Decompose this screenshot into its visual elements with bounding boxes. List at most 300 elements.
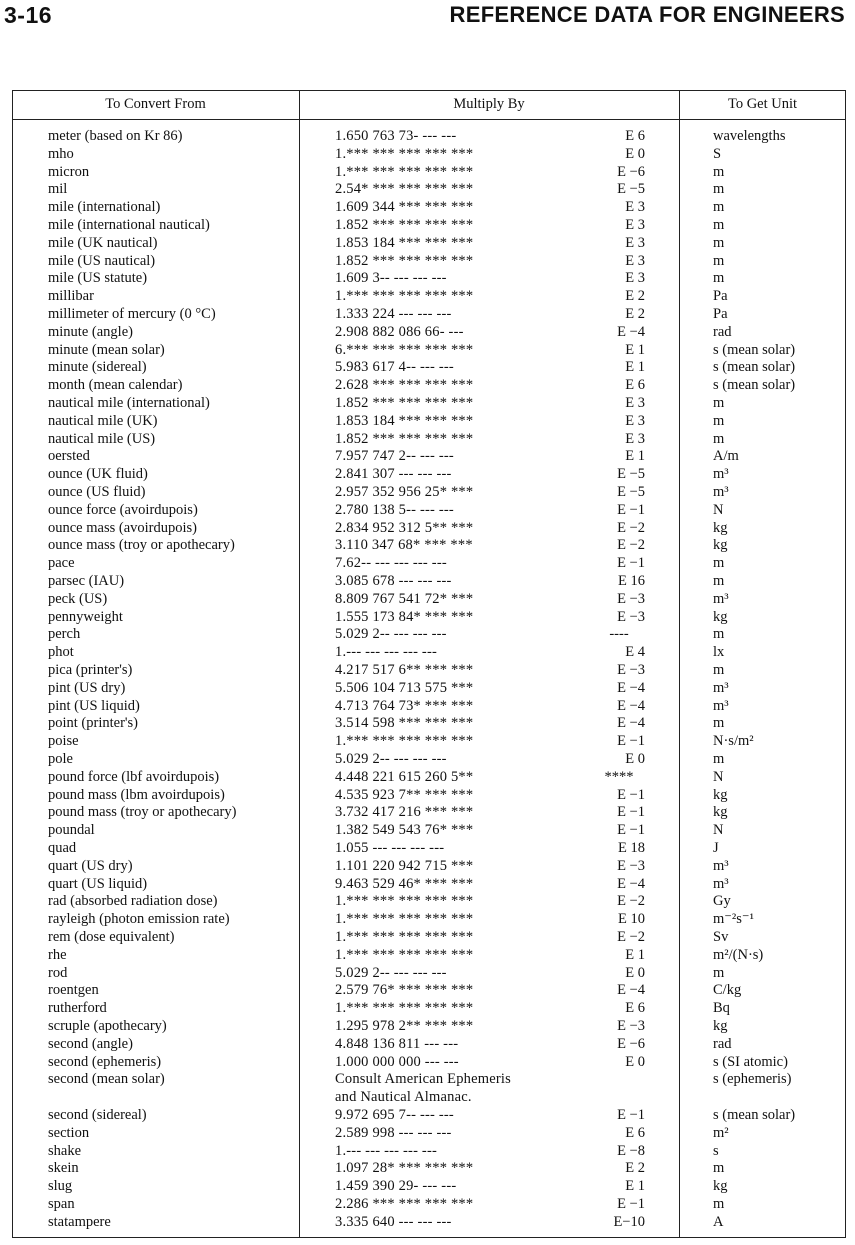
unit-name: minute (sidereal) [48, 359, 147, 376]
exponent: E 6 [625, 1124, 645, 1141]
table-row [0, 697, 855, 715]
table-row [0, 803, 855, 821]
unit-name: roentgen [48, 982, 99, 999]
unit-name: poundal [48, 822, 95, 839]
unit-name: nautical mile (international) [48, 395, 210, 411]
table-row [0, 1070, 855, 1088]
table-row [0, 608, 855, 626]
multiplier: 7.957 747 2-- --- --- [335, 448, 454, 465]
table-row [0, 857, 855, 875]
table-row [0, 892, 855, 910]
unit-name: quart (US dry) [48, 857, 133, 874]
exponent: E −1 [617, 822, 645, 839]
table-row [0, 305, 855, 323]
table-row [0, 1106, 855, 1124]
exponent: E−10 [613, 1213, 645, 1230]
multiplier: 5.029 2-- --- --- --- [335, 751, 447, 767]
exponent: E 18 [618, 840, 645, 856]
multiplier: 5.506 104 713 575 *** [335, 679, 474, 696]
target-unit: kg [713, 804, 728, 821]
unit-name: parsec (IAU) [48, 573, 125, 589]
multiplier: 1.852 *** *** *** *** [335, 395, 474, 411]
exponent: E −8 [617, 1142, 645, 1159]
unit-name: month (mean calendar) [48, 377, 183, 394]
exponent: E −1 [617, 555, 645, 572]
table-row [0, 1124, 855, 1142]
exponent: E 3 [625, 412, 645, 429]
exponent: E 3 [625, 217, 645, 233]
multiplier: 1.*** *** *** *** *** [335, 1000, 474, 1017]
multiplier: 1.609 3-- --- --- --- [335, 270, 447, 287]
target-unit: Pa [713, 306, 728, 322]
multiplier: 1.*** *** *** *** *** [335, 893, 474, 910]
unit-name: pole [48, 751, 73, 767]
unit-name: scruple (apothecary) [48, 1018, 167, 1034]
exponent: E −4 [617, 697, 645, 714]
table-row [0, 875, 855, 893]
exponent: E 1 [625, 1178, 645, 1195]
exponent: E −3 [617, 590, 645, 607]
unit-name: pound mass (troy or apothecary) [48, 804, 237, 821]
unit-name: point (printer's) [48, 715, 138, 732]
multiplier: 4.848 136 811 --- --- [335, 1035, 459, 1052]
exponent: E −6 [617, 163, 645, 180]
table-row [0, 1213, 855, 1231]
target-unit: lx [713, 644, 725, 661]
unit-name: statampere [48, 1213, 111, 1230]
multiplier: 3.514 598 *** *** *** [335, 715, 474, 732]
multiplier: 1.852 *** *** *** *** [335, 252, 474, 269]
exponent: E 3 [625, 395, 645, 411]
exponent: E 0 [625, 1053, 645, 1070]
table-row [0, 625, 855, 643]
unit-name: pace [48, 555, 75, 572]
table-row [0, 163, 855, 181]
unit-name: quart (US liquid) [48, 875, 148, 892]
multiplier: 1.650 763 73- --- --- [335, 128, 457, 144]
unit-name: mile (US statute) [48, 270, 148, 287]
table-row [0, 483, 855, 501]
book-title: REFERENCE DATA FOR ENGINEERS [449, 2, 845, 27]
exponent: E −3 [617, 608, 645, 625]
multiplier: 5.983 617 4-- --- --- [335, 359, 454, 376]
target-unit: N [713, 822, 724, 839]
exponent: E 3 [625, 270, 645, 287]
table-row [0, 269, 855, 287]
table-row [0, 964, 855, 982]
unit-name: nautical mile (UK) [48, 412, 158, 429]
multiplier: 2.54* *** *** *** *** [335, 181, 474, 198]
unit-name: phot [48, 644, 74, 661]
multiplier: 4.448 221 615 260 5** [335, 768, 474, 785]
exponent: E −5 [617, 484, 645, 500]
unit-name: skein [48, 1160, 79, 1177]
multiplier: 1.852 *** *** *** *** [335, 217, 474, 233]
multiplier: 2.908 882 086 66- --- [335, 323, 464, 340]
table-row [0, 679, 855, 697]
target-unit: m [713, 573, 725, 589]
target-unit: A/m [713, 448, 739, 465]
unit-name: mile (international nautical) [48, 217, 210, 233]
target-unit: N [713, 501, 724, 518]
unit-name: quad [48, 840, 77, 856]
multiplier: 1.555 173 84* *** *** [335, 608, 474, 625]
exponent: E 3 [625, 234, 645, 251]
target-unit: kg [713, 1018, 728, 1034]
exponent: E 3 [625, 430, 645, 447]
target-unit: m³ [713, 484, 729, 500]
unit-name: rad (absorbed radiation dose) [48, 893, 218, 910]
exponent: E 3 [625, 199, 645, 216]
table-row [0, 910, 855, 928]
table-row [0, 661, 855, 679]
target-unit: s (mean solar) [713, 1107, 796, 1123]
exponent: E 1 [625, 341, 645, 358]
table-row [0, 287, 855, 305]
target-unit: rad [713, 1035, 732, 1052]
unit-name: pica (printer's) [48, 662, 133, 678]
exponent: **** [604, 768, 634, 785]
exponent: E −1 [617, 501, 645, 518]
table-row [0, 465, 855, 483]
table-row [0, 786, 855, 804]
multiplier: 3.085 678 --- --- --- [335, 573, 452, 589]
exponent: E 4 [625, 644, 645, 661]
exponent: E 6 [625, 128, 645, 144]
table-row [0, 341, 855, 359]
exponent: E 6 [625, 377, 645, 394]
unit-name: rem (dose equivalent) [48, 929, 175, 945]
multiplier: 5.029 2-- --- --- --- [335, 964, 447, 981]
unit-name: pint (US liquid) [48, 697, 140, 714]
multiplier: Consult American Ephemeris [335, 1071, 511, 1088]
table-row [0, 198, 855, 216]
exponent: E −3 [617, 1018, 645, 1034]
exponent: E −1 [617, 1107, 645, 1123]
table-row [0, 590, 855, 608]
exponent: E −6 [617, 1035, 645, 1052]
unit-name: rayleigh (photon emission rate) [48, 911, 230, 928]
multiplier: 4.217 517 6** *** *** [335, 662, 474, 678]
target-unit: N [713, 768, 724, 785]
unit-name: second (sidereal) [48, 1107, 147, 1123]
table-row [0, 1159, 855, 1177]
multiplier: 5.029 2-- --- --- --- [335, 626, 447, 643]
target-unit: m [713, 217, 725, 233]
unit-name: nautical mile (US) [48, 430, 156, 447]
column-header-from: To Convert From [105, 96, 206, 112]
target-unit: s (mean solar) [713, 377, 796, 394]
target-unit: m³ [713, 875, 729, 892]
target-unit: m [713, 1196, 725, 1212]
table-row [0, 145, 855, 163]
multiplier: 1.295 978 2** *** *** [335, 1018, 474, 1034]
unit-name: ounce force (avoirdupois) [48, 501, 198, 518]
multiplier: 9.972 695 7-- --- --- [335, 1107, 454, 1123]
table-row [0, 536, 855, 554]
table-row [0, 750, 855, 768]
multiplier: 2.834 952 312 5** *** [335, 519, 474, 536]
table-row [0, 430, 855, 448]
multiplier: 1.055 --- --- --- --- [335, 840, 445, 856]
exponent: E −4 [617, 323, 645, 340]
table-row [0, 999, 855, 1017]
unit-name: section [48, 1124, 90, 1141]
multiplier: 2.286 *** *** *** *** [335, 1196, 474, 1212]
multiplier: 1.853 184 *** *** *** [335, 234, 474, 251]
exponent: E 6 [625, 1000, 645, 1017]
unit-name: peck (US) [48, 590, 108, 607]
target-unit: m³ [713, 679, 729, 696]
multiplier: 1.853 184 *** *** *** [335, 412, 474, 429]
target-unit: wavelengths [713, 128, 786, 144]
target-unit: kg [713, 519, 728, 536]
multiplier: 4.535 923 7** *** *** [335, 786, 474, 803]
exponent: E 16 [618, 573, 645, 589]
target-unit: m [713, 626, 725, 643]
multiplier: 1.097 28* *** *** *** [335, 1160, 474, 1177]
exponent: E −4 [617, 715, 645, 732]
exponent: E −4 [617, 875, 645, 892]
multiplier: 1.000 000 000 --- --- [335, 1053, 459, 1070]
unit-name: second (mean solar) [48, 1071, 165, 1088]
target-unit: Sv [713, 929, 729, 945]
table-row [0, 234, 855, 252]
multiplier: 1.*** *** *** *** *** [335, 733, 474, 750]
table-row [0, 412, 855, 430]
exponent: E −1 [617, 1196, 645, 1212]
page-number: 3-16 [4, 2, 53, 28]
multiplier: 1.*** *** *** *** *** [335, 288, 474, 305]
unit-name: mile (international) [48, 199, 161, 216]
exponent: E 1 [625, 946, 645, 963]
multiplier: 1.--- --- --- --- --- [335, 644, 438, 661]
table-row [0, 1195, 855, 1213]
target-unit: kg [713, 786, 728, 803]
target-unit: m [713, 555, 725, 572]
multiplier: 1.333 224 --- --- --- [335, 306, 452, 322]
table-row [0, 501, 855, 519]
multiplier: and Nautical Almanac. [335, 1089, 472, 1106]
unit-name: mil [48, 181, 68, 198]
exponent: E 2 [625, 1160, 645, 1177]
unit-name: mile (UK nautical) [48, 234, 158, 251]
table-row [0, 376, 855, 394]
exponent: E 3 [625, 252, 645, 269]
unit-name: poise [48, 733, 79, 750]
target-unit: m [713, 662, 725, 678]
target-unit: m [713, 412, 725, 429]
multiplier: 1.101 220 942 715 *** [335, 857, 474, 874]
unit-name: pint (US dry) [48, 679, 126, 696]
table-row [0, 216, 855, 234]
exponent: ---- [609, 626, 629, 643]
table-row [0, 946, 855, 964]
unit-name: meter (based on Kr 86) [48, 128, 183, 144]
target-unit: m³ [713, 697, 729, 714]
target-unit: m [713, 395, 725, 411]
target-unit: m³ [713, 857, 729, 874]
exponent: E −1 [617, 804, 645, 821]
unit-name: millimeter of mercury (0 °C) [48, 306, 216, 322]
unit-name: second (ephemeris) [48, 1053, 162, 1070]
multiplier: 2.957 352 956 25* *** [335, 484, 474, 500]
multiplier: 1.--- --- --- --- --- [335, 1142, 438, 1159]
multiplier: 2.780 138 5-- --- --- [335, 501, 454, 518]
table-row [0, 1017, 855, 1035]
multiplier: 1.852 *** *** *** *** [335, 430, 474, 447]
unit-name: rod [48, 964, 68, 981]
multiplier: 1.*** *** *** *** *** [335, 946, 474, 963]
target-unit: S [713, 145, 722, 162]
target-unit: kg [713, 608, 728, 625]
unit-name: ounce mass (avoirdupois) [48, 519, 197, 536]
target-unit: m [713, 430, 725, 447]
target-unit: m [713, 715, 725, 732]
exponent: E 0 [625, 751, 645, 767]
multiplier: 8.809 767 541 72* *** [335, 590, 474, 607]
target-unit: kg [713, 537, 728, 554]
table-row [0, 732, 855, 750]
table-row [0, 643, 855, 661]
unit-name: ounce mass (troy or apothecary) [48, 537, 235, 554]
table-row [0, 127, 855, 145]
table-row [0, 981, 855, 999]
target-unit: m [713, 234, 725, 251]
target-unit: rad [713, 323, 732, 340]
multiplier: 2.579 76* *** *** *** [335, 982, 474, 999]
exponent: E −4 [617, 982, 645, 999]
table-row [0, 839, 855, 857]
unit-name: pennyweight [48, 608, 123, 625]
target-unit: Gy [713, 893, 731, 910]
table-row [0, 1035, 855, 1053]
exponent: E 2 [625, 288, 645, 305]
unit-name: rhe [48, 946, 67, 963]
target-unit: kg [713, 1178, 728, 1195]
exponent: E 1 [625, 448, 645, 465]
unit-name: oersted [48, 448, 90, 465]
unit-name: minute (angle) [48, 323, 133, 340]
target-unit: Bq [713, 1000, 730, 1017]
exponent: E −5 [617, 466, 645, 483]
column-header-to: To Get Unit [727, 96, 798, 112]
exponent: E −1 [617, 733, 645, 750]
multiplier: 1.*** *** *** *** *** [335, 911, 474, 928]
target-unit: s (SI atomic) [713, 1053, 788, 1070]
exponent: E 2 [625, 306, 645, 322]
target-unit: m [713, 751, 725, 767]
multiplier: 1.*** *** *** *** *** [335, 929, 474, 945]
target-unit: m [713, 964, 725, 981]
target-unit: N·s/m² [713, 733, 754, 750]
target-unit: s (mean solar) [713, 359, 796, 376]
target-unit: m² [713, 1124, 729, 1141]
table-row [0, 1142, 855, 1160]
unit-name: shake [48, 1142, 82, 1159]
table-row [0, 252, 855, 270]
table-row [0, 928, 855, 946]
unit-name: span [48, 1196, 75, 1212]
multiplier: 4.713 764 73* *** *** [335, 697, 474, 714]
target-unit: J [713, 840, 719, 856]
target-unit: s [713, 1142, 719, 1159]
target-unit: s (ephemeris) [713, 1071, 792, 1088]
target-unit: Pa [713, 288, 728, 305]
unit-name: micron [48, 163, 90, 180]
target-unit: m³ [713, 590, 729, 607]
multiplier: 2.841 307 --- --- --- [335, 466, 452, 483]
table-row [0, 821, 855, 839]
unit-name: millibar [48, 288, 94, 305]
table-row [0, 394, 855, 412]
unit-name: perch [48, 626, 81, 643]
target-unit: A [713, 1213, 724, 1230]
unit-name: pound force (lbf avoirdupois) [48, 768, 220, 785]
exponent: E −2 [617, 929, 645, 945]
table-row [0, 180, 855, 198]
unit-name: second (angle) [48, 1035, 133, 1052]
exponent: E −2 [617, 893, 645, 910]
exponent: E −3 [617, 857, 645, 874]
target-unit: m [713, 252, 725, 269]
multiplier: 3.335 640 --- --- --- [335, 1213, 452, 1230]
exponent: E 0 [625, 964, 645, 981]
multiplier: 1.*** *** *** *** *** [335, 163, 474, 180]
target-unit: m [713, 181, 725, 198]
table-row [0, 714, 855, 732]
target-unit: m⁻²s⁻¹ [713, 911, 754, 928]
target-unit: m [713, 1160, 725, 1177]
target-unit: m³ [713, 466, 729, 483]
multiplier: 1.609 344 *** *** *** [335, 199, 474, 216]
table-row [0, 1053, 855, 1071]
column-header-multiply: Multiply By [453, 96, 525, 112]
multiplier: 1.382 549 543 76* *** [335, 822, 474, 839]
target-unit: m²/(N·s) [713, 946, 764, 963]
table-row [0, 519, 855, 537]
table-row [0, 447, 855, 465]
unit-name: ounce (US fluid) [48, 484, 146, 500]
unit-name: minute (mean solar) [48, 341, 165, 358]
exponent: E −5 [617, 181, 645, 198]
table-row [0, 768, 855, 786]
target-unit: m [713, 270, 725, 287]
exponent: E 10 [618, 911, 645, 928]
exponent: E 0 [625, 145, 645, 162]
target-unit: m [713, 163, 725, 180]
multiplier: 3.110 347 68* *** *** [335, 537, 473, 554]
unit-name: pound mass (lbm avoirdupois) [48, 786, 225, 803]
table-row [0, 572, 855, 590]
multiplier: 2.628 *** *** *** *** [335, 377, 474, 394]
exponent: E −2 [617, 537, 645, 554]
multiplier: 1.459 390 29- --- --- [335, 1178, 457, 1195]
table-row [0, 554, 855, 572]
exponent: E −1 [617, 786, 645, 803]
target-unit: C/kg [713, 982, 742, 999]
table-row [0, 323, 855, 341]
multiplier: 9.463 529 46* *** *** [335, 875, 474, 892]
exponent: E −3 [617, 662, 645, 678]
exponent: E 1 [625, 359, 645, 376]
unit-name: ounce (UK fluid) [48, 466, 148, 483]
target-unit: m [713, 199, 725, 216]
multiplier: 2.589 998 --- --- --- [335, 1124, 452, 1141]
unit-name: mho [48, 145, 74, 162]
table-row [0, 1177, 855, 1195]
table-row [0, 1088, 855, 1106]
